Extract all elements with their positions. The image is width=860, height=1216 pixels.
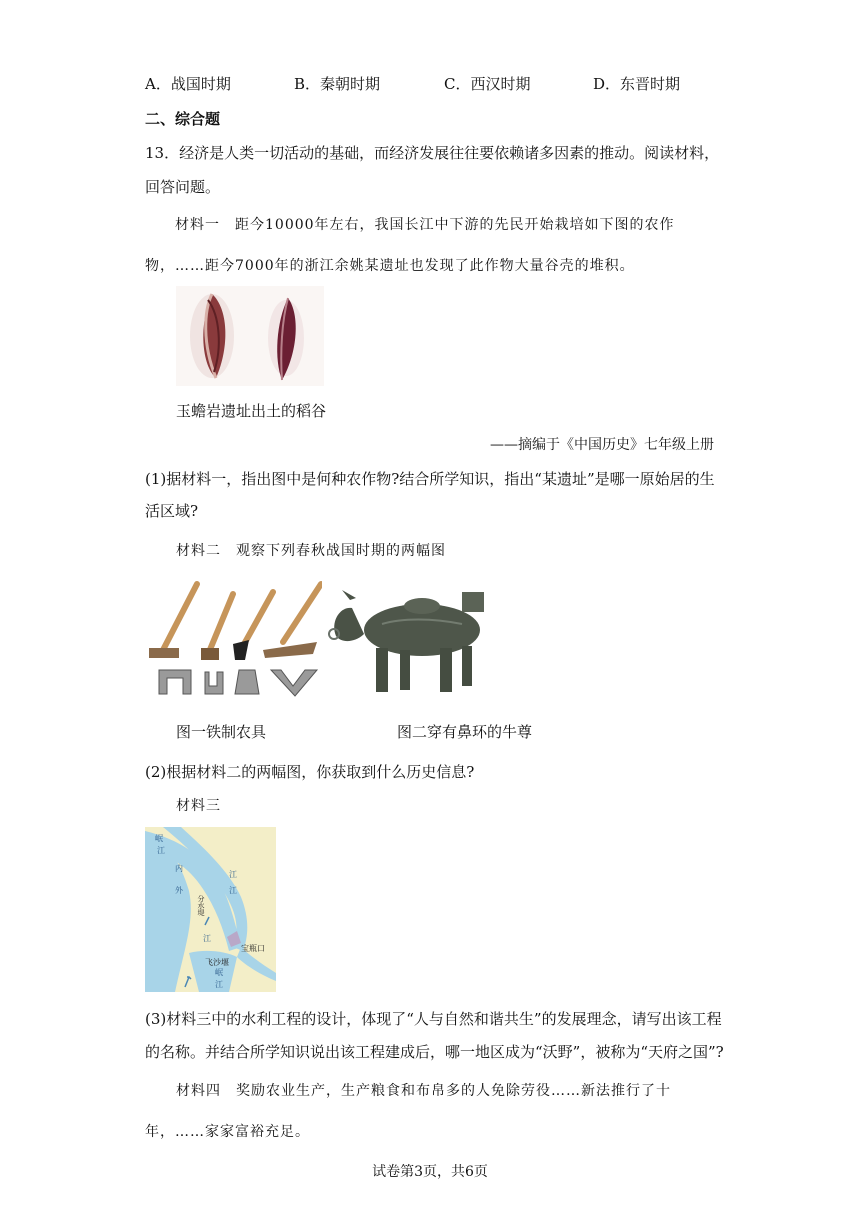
rice-grain-image bbox=[176, 286, 324, 386]
iron-tools-image bbox=[145, 578, 327, 700]
page-footer: 试卷第3页，共6页 bbox=[372, 1164, 488, 1180]
map-label-yuzui: 分水堤 bbox=[197, 895, 205, 916]
section-title: 二、综合题 bbox=[145, 110, 221, 128]
question-13-stem-1: 13．经济是人类一切活动的基础，而经济发展往往要依赖诸多因素的推动。阅读材料， bbox=[145, 144, 720, 162]
question-2: (2)根据材料二的两幅图，你获取到什么历史信息? bbox=[145, 763, 475, 781]
option-d: D．东晋时期 bbox=[593, 75, 681, 93]
question-3-line-1: (3)材料三中的水利工程的设计，体现了“人与自然和谐共生”的发展理念，请写出该工程 bbox=[145, 1010, 722, 1028]
map-label-jiang-3: 江 bbox=[229, 886, 237, 895]
material-2-line: 材料二 观察下列春秋战国时期的两幅图 bbox=[176, 543, 446, 559]
map-label-jiang-4: 江 bbox=[203, 934, 211, 943]
material-1-line-1: 材料一 距今10000年左右，我国长江中下游的先民开始栽培如下图的农作 bbox=[175, 217, 675, 233]
dujiangyan-map bbox=[145, 827, 276, 992]
map-label-nei: 内 bbox=[175, 864, 183, 873]
ox-zun-image bbox=[322, 578, 494, 700]
question-13-stem-2: 回答问题。 bbox=[145, 178, 221, 196]
material-1-source: ——摘编于《中国历史》七年级上册 bbox=[490, 437, 714, 453]
map-label-min-2: 岷 bbox=[215, 968, 223, 977]
material-4-line-1: 材料四 奖励农业生产，生产粮食和布帛多的人免除劳役……新法推行了十 bbox=[176, 1083, 671, 1099]
map-label-jiang-1: 江 bbox=[157, 846, 165, 855]
option-a: A．战国时期 bbox=[145, 75, 231, 93]
option-c: C．西汉时期 bbox=[444, 75, 531, 93]
question-1-line-1: (1)据材料一，指出图中是何种农作物?结合所学知识，指出“某遗址”是哪一原始居的生 bbox=[145, 470, 715, 488]
option-b: B．秦朝时期 bbox=[294, 75, 381, 93]
map-label-jiang-5: 江 bbox=[215, 980, 223, 989]
map-label-baopingkou: 宝瓶口 bbox=[241, 944, 265, 953]
map-label-jiang-2: 江 bbox=[229, 870, 237, 879]
map-label-wai: 外 bbox=[175, 886, 183, 895]
material-1-caption: 玉蟾岩遗址出土的稻谷 bbox=[176, 402, 327, 420]
map-label-feishayan: 飞沙堰 bbox=[205, 958, 229, 967]
material-1-line-2: 物，……距今7000年的浙江余姚某遗址也发现了此作物大量谷壳的堆积。 bbox=[145, 258, 635, 274]
question-1-line-2: 活区域? bbox=[145, 502, 199, 520]
material-2-caption-1: 图一铁制农具 bbox=[176, 723, 267, 741]
map-label-min-1: 岷 bbox=[155, 834, 163, 843]
material-2-caption-2: 图二穿有鼻环的牛尊 bbox=[397, 723, 533, 741]
question-3-line-2: 的名称。并结合所学知识说出该工程建成后，哪一地区成为“沃野”，被称为“天府之国”? bbox=[145, 1043, 724, 1061]
material-3-line: 材料三 bbox=[176, 798, 221, 814]
material-4-line-2: 年，……家家富裕充足。 bbox=[145, 1124, 310, 1140]
